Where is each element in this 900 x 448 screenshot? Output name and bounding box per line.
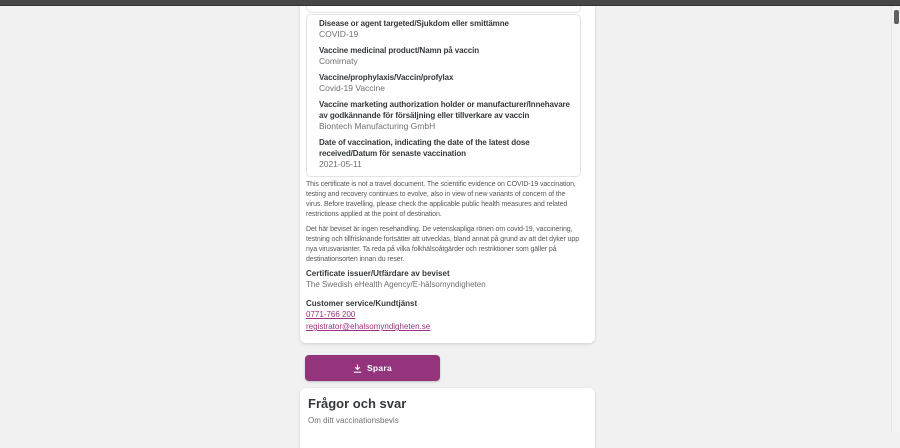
window-top-bar <box>0 0 900 6</box>
vaccination-details-card <box>306 14 581 177</box>
customer-service-block <box>306 298 580 333</box>
detail-value: Comirnaty <box>319 56 358 66</box>
detail-label: Disease or agent targeted/Sjukdom eller smittämne <box>319 19 509 28</box>
disclaimer-english: This certificate is not a travel document. The scientific evidence on COVID-19 vaccination, testing and recovery continues to evolve, also in view of new variants of concern of the virus. Before travelling, please check the applicable public health measures and related restrictions applied at the point of destination. <box>306 181 576 218</box>
certificate-issuer-block <box>306 268 580 290</box>
issuer-label: Certificate issuer/Utfärdare av beviset <box>306 269 450 278</box>
save-button-label: Spara <box>366 363 393 373</box>
detail-value: COVID-19 <box>319 29 359 39</box>
detail-row-vaccination-date <box>319 137 572 170</box>
detail-label: Date of vaccination, indicating the date of the latest dose received/Datum för senaste vaccination <box>319 138 530 158</box>
detail-row-prophylaxis <box>319 72 572 94</box>
detail-row-manufacturer <box>319 99 572 132</box>
customer-service-email-link[interactable]: registrator@ehalsomyndigheten.se <box>306 322 431 331</box>
detail-label: Vaccine marketing authorization holder or manufacturer/Innehavare av godkännande för försäljning eller tillverkare av vaccin <box>319 100 570 120</box>
scrollbar-track[interactable] <box>891 6 900 432</box>
save-button[interactable] <box>305 355 440 381</box>
scrollbar-thumb[interactable] <box>894 10 899 24</box>
previous-card-bottom-edge <box>306 6 581 13</box>
certificate-panel <box>300 6 595 343</box>
customer-service-label: Customer service/Kundtjänst <box>306 299 418 308</box>
download-icon <box>353 364 362 373</box>
detail-label: Vaccine/prophylaxis/Vaccin/profylax <box>319 73 454 82</box>
detail-value: Biontech Manufacturing GmbH <box>319 121 436 131</box>
detail-label: Vaccine medicinal product/Namn på vaccin <box>319 46 480 55</box>
customer-service-phone-link[interactable]: 0771-766 200 <box>306 310 356 319</box>
detail-row-disease <box>319 18 572 40</box>
faq-title: Frågor och svar <box>308 396 407 411</box>
detail-value: 2021-05-11 <box>319 159 362 169</box>
faq-section <box>300 388 595 448</box>
issuer-value: The Swedish eHealth Agency/E-hälsomyndigheten <box>306 280 486 289</box>
detail-row-product <box>319 45 572 67</box>
detail-value: Covid-19 Vaccine <box>319 83 385 93</box>
faq-subtitle: Om ditt vaccinationsbevis <box>308 416 399 425</box>
disclaimer-swedish: Det här beviset är ingen resehandling. De vetenskapliga rönen om covid-19, vaccinering, testning och tillfrisknande fortsätter att utvecklas, bland annat på grund av att det dyker upp nya virusvarianter. Ta reda på vilka folkhälsoåtgärder och restriktioner som gäller på destinationsorten innan du reser. <box>306 226 580 263</box>
